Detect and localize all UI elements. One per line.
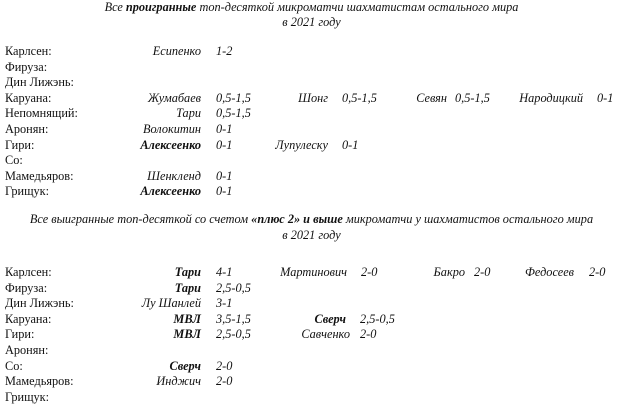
section1-title-bold: проигранные	[125, 0, 197, 14]
match-score: 2-0	[216, 374, 233, 389]
match-score: 0-1	[597, 90, 614, 105]
opponent-name: Жумабаев	[147, 90, 201, 105]
opponent-name: МВЛ	[173, 327, 201, 342]
opponent-name: Есипенко	[152, 44, 201, 58]
match-score: 0,5-1,5	[216, 90, 251, 105]
section2-title-bold: «плюс 2» и выше	[251, 212, 343, 226]
opponent-name: Бакро	[433, 265, 465, 279]
player-name: Непомнящий:	[5, 106, 78, 121]
match-score: 2,5-0,5	[360, 311, 395, 326]
match-score: 2-0	[360, 327, 377, 342]
player-name: Гири:	[5, 327, 35, 342]
opponent-name: Алексеенко	[140, 137, 201, 152]
match-score: 2,5-0,5	[216, 280, 251, 295]
opponent-name: Шонг	[298, 90, 328, 105]
match-score: 2,5-0,5	[216, 327, 251, 342]
opponent-name: Севян	[416, 90, 447, 105]
match-score: 0,5-1,5	[455, 90, 490, 105]
player-name: Каруана:	[5, 90, 52, 105]
opponent-name: Сверч	[314, 311, 346, 326]
match-score: 3,5-1,5	[216, 311, 251, 326]
player-name: Фируза:	[5, 280, 48, 295]
player-name: Аронян:	[5, 343, 49, 357]
player-name: Каруана:	[5, 311, 52, 326]
section1-title-pre: Все	[104, 0, 126, 14]
player-name: Со:	[5, 153, 23, 168]
opponent-name: Мартинович	[280, 265, 347, 279]
opponent-name: МВЛ	[173, 311, 201, 326]
player-name: Фируза:	[5, 59, 48, 74]
match-score: 1-2	[216, 44, 233, 58]
opponent-name: Алексеенко	[140, 184, 201, 199]
player-name: Со:	[5, 358, 23, 373]
section2-title-year: в 2021 году	[282, 228, 341, 242]
match-score: 0-1	[342, 137, 359, 152]
player-name: Мамедьяров:	[5, 168, 74, 183]
player-name: Карлсен:	[5, 265, 52, 279]
match-score: 2-0	[474, 265, 491, 279]
opponent-name: Волокитин	[142, 122, 201, 136]
section1-title-post: топ-десяткой микроматчи шахматистам остального мира	[196, 0, 519, 14]
match-score: 2-0	[361, 265, 378, 279]
player-name: Дин Лижэнь:	[5, 296, 74, 311]
match-score: 2-0	[216, 358, 233, 373]
match-score: 4-1	[216, 265, 233, 279]
section1-title	[0, 0, 623, 15]
opponent-name: Федосеев	[525, 265, 574, 279]
player-name: Мамедьяров:	[5, 374, 74, 389]
opponent-name: Сверч	[169, 358, 201, 373]
player-name: Гири:	[5, 137, 35, 152]
match-score: 0,5-1,5	[342, 90, 377, 105]
match-score: 0-1	[216, 168, 233, 183]
player-name: Карлсен:	[5, 44, 52, 58]
opponent-name: Шенкленд	[147, 168, 201, 183]
opponent-name: Тари	[176, 106, 201, 121]
player-name: Дин Лижэнь:	[5, 75, 74, 90]
player-name: Грищук:	[5, 389, 50, 404]
opponent-name: Тари	[174, 280, 201, 295]
opponent-name: Народицкий	[519, 90, 583, 105]
opponent-name: Лупулеску	[275, 137, 328, 152]
section2-title-pre: Все выигранные топ-десяткой со счетом	[29, 212, 252, 226]
match-score: 0,5-1,5	[216, 106, 251, 121]
match-score: 0-1	[216, 137, 233, 152]
opponent-name: Тари	[174, 265, 201, 279]
opponent-name: Инджич	[156, 374, 201, 389]
player-name: Грищук:	[5, 184, 50, 199]
section2-title-post: микроматчи у шахматистов остального мира	[342, 212, 594, 226]
section2-title	[0, 212, 623, 227]
opponent-name: Савченко	[301, 327, 350, 342]
section1-title-year: в 2021 году	[282, 15, 341, 29]
match-score: 0-1	[216, 184, 233, 199]
player-name: Аронян:	[5, 122, 49, 136]
match-score: 2-0	[589, 265, 606, 279]
match-score: 0-1	[216, 122, 233, 136]
opponent-name: Лу Шанлей	[141, 296, 201, 311]
match-score: 3-1	[216, 296, 233, 311]
